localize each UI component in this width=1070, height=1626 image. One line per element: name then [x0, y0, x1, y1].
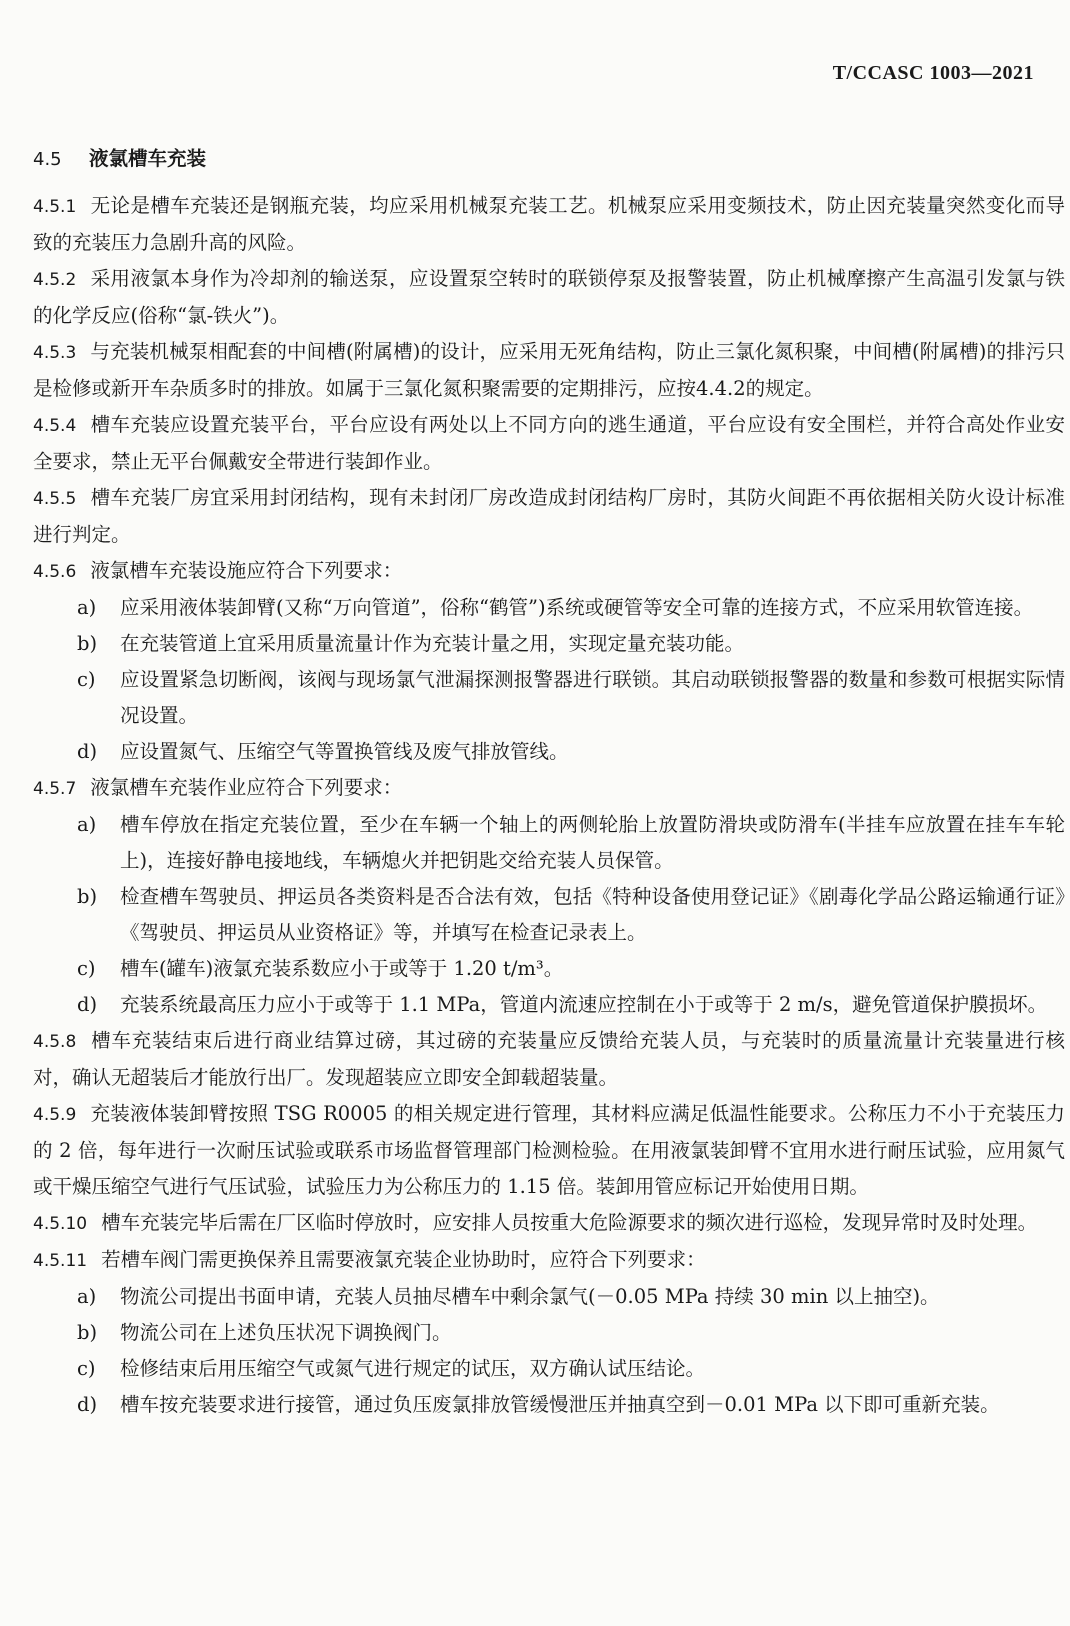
clause-text: 液氯槽车充装作业应符合下列要求： — [90, 776, 403, 799]
list-item-label: c) — [77, 1357, 96, 1380]
list-item-label: d) — [77, 1393, 98, 1416]
section-title: 液氯槽车充装 — [89, 147, 207, 170]
list-item — [33, 1387, 1065, 1423]
list-item-text: 检修结束后用压缩空气或氮气进行规定的试压，双方确认试压结论。 — [120, 1357, 706, 1380]
list-item-text: 应设置紧急切断阀，该阀与现场氯气泄漏探测报警器进行联锁。其启动联锁报警器的数量和参数可根据实际情况设置。 — [120, 668, 1065, 727]
clause-number: 4.5.9 — [33, 1105, 77, 1125]
list-item-label: a) — [77, 1285, 97, 1308]
document-body — [33, 141, 1065, 1423]
clause-4-5-7 — [33, 770, 1065, 807]
clause-text: 无论是槽车充装还是钢瓶充装，均应采用机械泵充装工艺。机械泵应采用变频技术，防止因充装量突然变化而导致的充装压力急剧升高的风险。 — [33, 194, 1065, 254]
clause-4-5-5 — [33, 480, 1065, 553]
list-item — [33, 807, 1065, 879]
clause-4-5-11 — [33, 1242, 1065, 1279]
clause-text: 与充装机械泵相配套的中间槽(附属槽)的设计，应采用无死角结构，防止三氯化氮积聚，中间槽(附属槽)的排污只是检修或新开车杂质多时的排放。如属于三氯化氮积聚需要的定期排污，应按4.4.2的规定。 — [33, 340, 1065, 400]
list-item — [33, 951, 1065, 987]
clause-list — [33, 188, 1065, 1423]
list-item — [33, 662, 1065, 734]
section-heading — [33, 141, 1065, 178]
clause-text: 液氯槽车充装设施应符合下列要求： — [90, 559, 403, 582]
list-item-text: 在充装管道上宜采用质量流量计作为充装计量之用，实现定量充装功能。 — [120, 632, 745, 655]
clause-number: 4.5.3 — [33, 343, 77, 363]
clause-number: 4.5.5 — [33, 489, 77, 509]
list-item-text: 槽车停放在指定充装位置，至少在车辆一个轴上的两侧轮胎上放置防滑块或防滑车(半挂车应放置在挂车车轮上)，连接好静电接地线，车辆熄火并把钥匙交给充装人员保管。 — [120, 813, 1065, 872]
list-item-text: 槽车按充装要求进行接管，通过负压废氯排放管缓慢泄压并抽真空到－0.01 MPa 以下即可重新充装。 — [120, 1393, 1000, 1416]
clause-4-5-8 — [33, 1023, 1065, 1096]
list-item-text: 物流公司提出书面申请，充装人员抽尽槽车中剩余氯气(－0.05 MPa 持续 30 min 以上抽空)。 — [120, 1285, 940, 1308]
clause-number: 4.5.1 — [33, 197, 77, 217]
list-item-text: 槽车(罐车)液氯充装系数应小于或等于 1.20 t/m³。 — [120, 957, 564, 980]
list-item-label: b) — [77, 885, 98, 908]
list-item-label: c) — [77, 668, 96, 691]
list-item — [33, 1351, 1065, 1387]
list-item-label: b) — [77, 632, 98, 655]
list-item-text: 物流公司在上述负压状况下调换阀门。 — [120, 1321, 452, 1344]
clause-number: 4.5.4 — [33, 416, 77, 436]
list-item — [33, 1315, 1065, 1351]
list-item-label: a) — [77, 813, 97, 836]
list-item-label: b) — [77, 1321, 98, 1344]
clause-number: 4.5.8 — [33, 1032, 77, 1052]
list-item-text: 检查槽车驾驶员、押运员各类资料是否合法有效，包括《特种设备使用登记证》《剧毒化学品公路运输通行证》《驾驶员、押运员从业资格证》等，并填写在检查记录表上。 — [120, 885, 1065, 944]
clause-4-5-9 — [33, 1096, 1065, 1205]
clause-4-5-3 — [33, 334, 1065, 407]
clause-4-5-1 — [33, 188, 1065, 261]
clause-number: 4.5.7 — [33, 779, 77, 799]
list-item-text: 充装系统最高压力应小于或等于 1.1 MPa，管道内流速应控制在小于或等于 2 m/s，避免管道保护膜损坏。 — [120, 993, 1048, 1016]
list-item-text: 应采用液体装卸臂(又称“万向管道”，俗称“鹤管”)系统或硬管等安全可靠的连接方式，不应采用软管连接。 — [120, 596, 1034, 619]
section-number: 4.5 — [33, 149, 62, 170]
clause-text: 槽车充装结束后进行商业结算过磅，其过磅的充装量应反馈给充装人员，与充装时的质量流量计充装量进行核对，确认无超装后才能放行出厂。发现超装应立即安全卸载超装量。 — [33, 1029, 1065, 1089]
list-item — [33, 590, 1065, 626]
list-item — [33, 734, 1065, 770]
list-item-label: d) — [77, 993, 98, 1016]
list-item — [33, 879, 1065, 951]
clause-number: 4.5.11 — [33, 1251, 88, 1271]
clause-number: 4.5.2 — [33, 270, 77, 290]
clause-text: 采用液氯本身作为冷却剂的输送泵，应设置泵空转时的联锁停泵及报警装置，防止机械摩擦产生高温引发氯与铁的化学反应(俗称“氯-铁火”)。 — [33, 267, 1065, 327]
clause-text: 槽车充装应设置充装平台，平台应设有两处以上不同方向的逃生通道，平台应设有安全围栏，并符合高处作业安全要求，禁止无平台佩戴安全带进行装卸作业。 — [33, 413, 1065, 473]
clause-number: 4.5.6 — [33, 562, 77, 582]
clause-4-5-2 — [33, 261, 1065, 334]
clause-text: 若槽车阀门需更换保养且需要液氯充装企业协助时，应符合下列要求： — [101, 1248, 706, 1271]
clause-4-5-6 — [33, 553, 1065, 590]
clause-text: 槽车充装完毕后需在厂区临时停放时，应安排人员按重大危险源要求的频次进行巡检，发现异常时及时处理。 — [101, 1211, 1038, 1234]
standard-code: T/CCASC 1003—2021 — [832, 62, 1034, 84]
clause-text: 槽车充装厂房宜采用封闭结构，现有未封闭厂房改造成封闭结构厂房时，其防火间距不再依据相关防火设计标准进行判定。 — [33, 486, 1065, 546]
list-item-label: a) — [77, 596, 97, 619]
clause-4-5-10 — [33, 1205, 1065, 1242]
clause-number: 4.5.10 — [33, 1214, 88, 1234]
list-item-text: 应设置氮气、压缩空气等置换管线及废气排放管线。 — [120, 740, 569, 763]
clause-4-5-4 — [33, 407, 1065, 480]
list-item-label: c) — [77, 957, 96, 980]
list-item-label: d) — [77, 740, 98, 763]
list-item — [33, 626, 1065, 662]
clause-text: 充装液体装卸臂按照 TSG R0005 的相关规定进行管理，其材料应满足低温性能要求。公称压力不小于充装压力的 2 倍，每年进行一次耐压试验或联系市场监督管理部门检测检验。在用液氯装卸臂不宜用水进行耐压试验，应用氮气或干燥压缩空气进行气压试验，试验压力为公称压力的 1.15 倍。装卸用管应标记开始使用日期。 — [33, 1102, 1065, 1198]
list-item — [33, 1279, 1065, 1315]
list-item — [33, 987, 1065, 1023]
